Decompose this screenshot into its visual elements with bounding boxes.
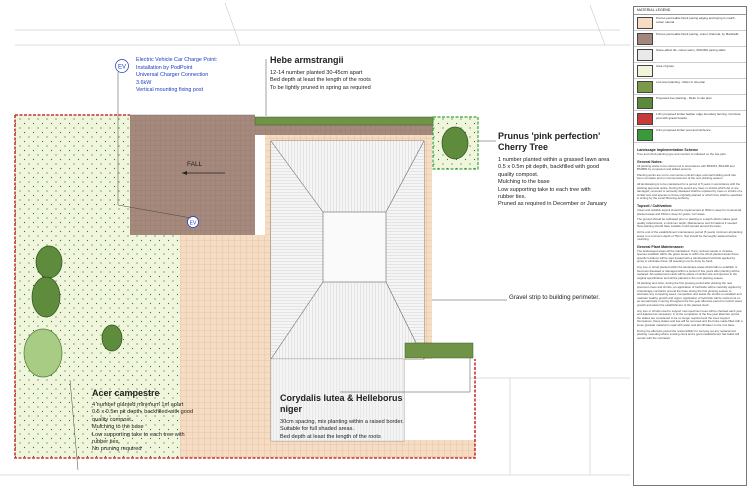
prunus-line: 1 number planted within a grassed lawn area bbox=[498, 157, 610, 163]
acer-line: 0.5 x 0.5m pit depth, backfilled with good bbox=[92, 409, 194, 416]
ev-note-line: Universal Charger Connection bbox=[136, 72, 209, 78]
gravel-strip bbox=[265, 135, 432, 141]
acer-title: Acer campestre bbox=[92, 388, 160, 398]
ev-note-icon bbox=[116, 60, 129, 73]
legend-item-label: Low level planting - Refer to site plan bbox=[656, 80, 706, 84]
scheme-paragraph: Clean and suitable topsoil should be implemented at 300mm deep for ornamental planted areas and 150mm deep for grass / turf areas. bbox=[637, 207, 742, 216]
planting-swatch bbox=[637, 81, 653, 93]
gravel-strip-right bbox=[424, 141, 432, 359]
corydalis-title: Corydalis lutea & Helleborus bbox=[280, 393, 403, 403]
legend-item-label: Proposed tree planting - Refer to site plan bbox=[656, 96, 712, 100]
landscape-scheme bbox=[634, 143, 746, 344]
prunus-line: rubber ties. bbox=[498, 194, 526, 201]
corydalis-subtitle: niger bbox=[280, 404, 303, 414]
svg-text:EV: EV bbox=[117, 64, 127, 71]
legend-items bbox=[634, 15, 746, 143]
acer-line: rubber ties. bbox=[92, 439, 120, 446]
hebe-line: To be lightly pruned in spring as required bbox=[270, 84, 371, 91]
legend-item-label: Porous permeable block paving edging and laying to match, colour natural bbox=[656, 16, 736, 24]
scheme-paragraph: Any tree or shrubs used to support new specimen trees will be checked each year and adjusted as necessary. If, at the completion of the five-year aftercare period, the stakes are considered to be no longer required and the trees support themselves, these stakes and ties will be removed and the holes made filled with a loose granular material to soak with water and all infill taken to the root base. bbox=[637, 308, 743, 327]
prunus-title: Prunus 'pink perfection' bbox=[498, 131, 601, 141]
corydalis-line: 30cm spacing, mix planting within a raised border. bbox=[280, 419, 404, 425]
acer-line: Mulching to the base bbox=[92, 424, 144, 431]
hebe-line: 12-14 number planted 30-45cm apart bbox=[270, 70, 363, 76]
tree-acer-4 bbox=[102, 325, 122, 351]
legend-item-label: Area of grass bbox=[656, 64, 674, 68]
fence-swatch bbox=[637, 113, 653, 125]
scheme-title: Landscape Implementation Scheme bbox=[637, 148, 699, 152]
scheme-subheading: Topsoil / Cultivation: bbox=[637, 203, 673, 208]
fall-label: FALL bbox=[187, 161, 203, 168]
ev-charge-point-note bbox=[136, 57, 217, 95]
scheme-subheading: General Plant Maintenance: bbox=[637, 244, 685, 249]
acer-annotation bbox=[92, 388, 242, 454]
tree-acer-3 bbox=[24, 329, 62, 377]
svg-text:EV: EV bbox=[189, 220, 197, 227]
gravel-strip-side bbox=[265, 141, 271, 451]
scheme-paragraph: At the end of the establishment maintenance period (5 years) minimum all planting areas to a minimum depth of 75mm. Soil should be thoroughly watered before mulching. bbox=[637, 229, 743, 242]
acer-line: 4 number planted minimum 1m apart bbox=[92, 402, 184, 408]
block-paving-swatch bbox=[637, 17, 653, 29]
legend-item bbox=[634, 79, 746, 95]
hebe-line: Bed depth at least the length of the roots bbox=[270, 77, 371, 84]
acer-line: Low supporting take to each tree with bbox=[92, 431, 185, 438]
prunus-line: quality compost. bbox=[498, 171, 539, 178]
ev-note-line: Vertical mounting fixing post bbox=[136, 87, 204, 93]
legend-item bbox=[634, 63, 746, 79]
tree-swatch bbox=[637, 97, 653, 109]
gravel-strip-annotation: Gravel strip to building perimeter. bbox=[509, 294, 600, 301]
legend-item bbox=[634, 15, 746, 31]
scheme-paragraph: Any tree or shrub planted within the landscape areas which fails to establish or becomes diseased or damaged within a period of five years after planting will be replaced. All replacement stock will be plants of similar size and species to the original specification and will be planted in the next planting season. bbox=[637, 265, 740, 280]
prunus-line: Pruned as required in December or January bbox=[498, 201, 607, 208]
corydalis-line: Bed depth at least the length of the roots bbox=[280, 433, 381, 440]
scheme-paragraph: During the aftercare period the responsibility for carrying out any replacement planting / weeding where existing stock and a good establishment has failed will remain with the contractor. bbox=[637, 328, 740, 340]
prunus-line: Low supporting take to each tree with bbox=[498, 186, 591, 193]
hebe-annotation bbox=[270, 55, 440, 92]
scheme-paragraph: Tree and shrub planting type and number is indicated on the site plan. bbox=[637, 152, 727, 156]
hebe-title: Hebe armstrangii bbox=[270, 55, 344, 65]
legend-item bbox=[634, 111, 746, 127]
tile-swatch bbox=[637, 49, 653, 61]
scheme-paragraph: All planting and other, during the first growing period after planting the new specimen trees and shrubs, an application of herbicide will be carefully applied by a landscape contractor around the base during the first growing season to eliminate any competing weed, competition and assist the shrubs to establish and maintain healthy growth and vigour. Application of herbicide will be carried out on an annual basis in spring throughout the five-year aftercare period to restrict weed growth and assist the establishment of the planted stock. bbox=[637, 281, 742, 307]
scheme-paragraph: The landscaped areas will be maintained. If any noxious weeds or invasive species establish within the grass areas or within the shrub planted areas these specific locations will be spot treated with a translocated herbicide applied by spray to eliminate these. All weeding is to be done by hand. bbox=[637, 248, 739, 264]
material-legend-panel bbox=[633, 6, 747, 486]
corydalis-planting-bed bbox=[405, 343, 473, 358]
grass-swatch bbox=[637, 65, 653, 77]
ev-charge-point-marker bbox=[188, 217, 199, 228]
legend-item-label: Stone-effect tile, colour warm, 600x300 paving slabs bbox=[656, 48, 726, 52]
charcoal-paving-strip bbox=[255, 125, 433, 135]
legend-item bbox=[634, 31, 746, 47]
scheme-subheading: General Notes: bbox=[637, 159, 663, 164]
scheme-paragraph: Planting works are not to commence until all major external building work has been complete and on commencement of the next planting season. bbox=[637, 172, 736, 181]
building-roof bbox=[271, 141, 424, 359]
prunus-subtitle: Cherry Tree bbox=[498, 142, 549, 152]
legend-header: MATERIAL LEGEND bbox=[634, 7, 746, 15]
ev-note-line: Installation by PodPoint bbox=[136, 64, 193, 71]
block-paving-south bbox=[265, 440, 475, 458]
corydalis-line: Suitable for full shaded areas. bbox=[280, 426, 355, 433]
tree-acer-1 bbox=[36, 246, 62, 278]
scheme-paragraph: The ground should be cultivated prior to planting to a depth which makes good quality cultural level, a minimum depth. Maintenance and formations if needed. New planting should have suitable mulch spread around the base. bbox=[637, 217, 738, 229]
legend-item bbox=[634, 95, 746, 111]
hebe-planting-bed bbox=[255, 117, 433, 125]
scheme-paragraph: All landscaping is to be maintained for a period of 5 years in accordance with the planting approval notice. During this period any trees or shrubs which die or are damaged, removed or seriously diseased shall be replaced by trees or shrubs of a similar size and species to those originally planted or which time shall be specified in writing by the Local Planning Authority. bbox=[637, 181, 743, 201]
legend-item bbox=[634, 47, 746, 63]
legend-item bbox=[634, 127, 746, 143]
scheme-paragraphs bbox=[637, 153, 743, 340]
scheme-paragraph: All planting works to be carried out in accordance with BS4043, BS4428 and BS3882 by competent and skilled persons. bbox=[637, 163, 735, 172]
legend-item-label: 1.8m proposed timber feather edge boundary fencing. Concrete post with gravel boards. bbox=[656, 112, 741, 120]
legend-item-label: Porous permeable block paving, colour charcoal, by Marshalls bbox=[656, 32, 739, 36]
acer-line: No pruning required bbox=[92, 446, 142, 453]
ev-note-line: 3.6kW bbox=[136, 79, 152, 86]
prunus-line: 0.5 x 0.5m pit depth, backfilled with good bbox=[498, 164, 600, 171]
acer-line: quality compost. bbox=[92, 416, 133, 423]
tree-acer-2 bbox=[32, 277, 60, 317]
prunus-annotation bbox=[498, 131, 632, 209]
legend-item-label: 0.9m proposed timber post and rail fence bbox=[656, 128, 711, 132]
charcoal-paving-swatch bbox=[637, 33, 653, 45]
prunus-line: Mulching to the base bbox=[498, 179, 550, 186]
corydalis-annotation bbox=[280, 393, 470, 441]
tree-prunus bbox=[442, 127, 468, 159]
ev-note-line: Electric Vehicle Car Charge Point: bbox=[136, 57, 218, 63]
rail-fence-swatch bbox=[637, 129, 653, 141]
